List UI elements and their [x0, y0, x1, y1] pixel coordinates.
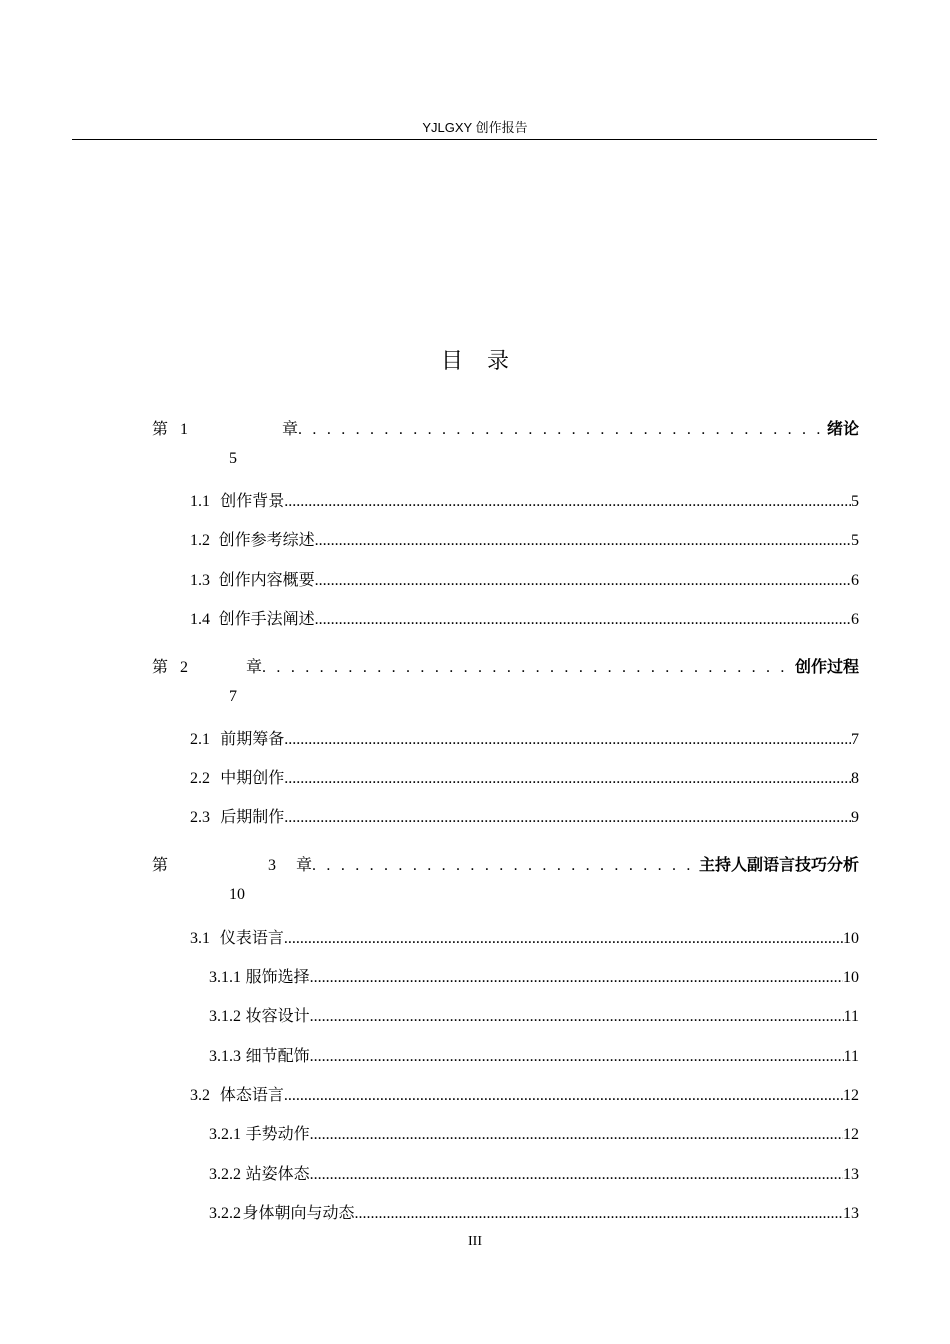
- section-number: 1.2: [190, 532, 210, 549]
- section-title: 体态语言: [219, 1085, 284, 1104]
- dot-leader: [310, 969, 843, 987]
- toc-entry[interactable]: [209, 1003, 859, 1025]
- section-title: 仪表语言: [219, 928, 284, 947]
- chapter-page-number: 10: [229, 886, 245, 903]
- section-page-number: 6: [851, 611, 859, 628]
- toc-entry[interactable]: [190, 726, 859, 748]
- dot-leader: [310, 1048, 844, 1066]
- section-page-number: 12: [843, 1087, 859, 1104]
- toc-entry[interactable]: [190, 1082, 859, 1104]
- section-number: 1.4: [190, 611, 210, 628]
- dot-leader: [284, 809, 851, 827]
- chapter-page-number: 5: [229, 450, 237, 467]
- section-number: 2.3: [190, 809, 210, 826]
- section-page-number: 11: [843, 1008, 859, 1025]
- section-number: 3.2.2: [209, 1166, 241, 1183]
- dot-leader: [298, 421, 827, 439]
- toc-entry[interactable]: [209, 964, 859, 986]
- section-page-number: 10: [843, 969, 859, 986]
- toc-entry[interactable]: [209, 1161, 859, 1183]
- toc-entry[interactable]: [209, 1200, 859, 1222]
- toc-title: 目录: [440, 348, 533, 373]
- section-title: 妆容设计: [245, 1006, 310, 1025]
- section-title: 身体朝向与动态: [242, 1203, 355, 1222]
- toc-entry[interactable]: [209, 1121, 859, 1143]
- toc-chapter-3[interactable]: [152, 852, 859, 876]
- dot-leader: [284, 770, 851, 788]
- chapter-suffix: 章: [246, 657, 263, 676]
- chapter-title: 创作过程: [794, 657, 859, 676]
- section-number: 3.2.2: [209, 1205, 241, 1222]
- chapter-page-number: 7: [229, 688, 237, 705]
- dot-leader: [315, 532, 851, 550]
- section-title: 创作参考综述: [218, 530, 315, 549]
- toc-entry[interactable]: [190, 804, 859, 826]
- toc-chapter-2[interactable]: [152, 654, 859, 678]
- section-page-number: 5: [851, 493, 859, 510]
- section-number: 2.1: [190, 731, 210, 748]
- chapter-title: 绪论: [826, 419, 859, 438]
- section-number: 3.1: [190, 930, 210, 947]
- dot-leader: [315, 572, 851, 590]
- chapter-title: 主持人副语言技巧分析: [698, 855, 859, 874]
- dot-leader: [284, 731, 851, 749]
- dot-leader: [262, 659, 795, 677]
- chapter-prefix: 第: [152, 419, 169, 438]
- section-title: 服饰选择: [245, 967, 310, 986]
- dot-leader: [310, 1126, 843, 1144]
- section-title: 手势动作: [245, 1124, 310, 1143]
- section-title: 中期创作: [220, 768, 285, 787]
- dot-leader: [315, 611, 851, 629]
- section-title: 创作内容概要: [218, 570, 315, 589]
- toc-entry[interactable]: [190, 606, 859, 628]
- toc-entry[interactable]: [190, 925, 859, 947]
- section-title: 站姿体态: [245, 1164, 310, 1183]
- section-title: 创作手法阐述: [218, 609, 315, 628]
- section-title: 前期筹备: [220, 729, 285, 748]
- toc-entry[interactable]: [190, 567, 859, 589]
- chapter-prefix: 第: [152, 657, 169, 676]
- section-page-number: 7: [851, 731, 859, 748]
- header-rule: [72, 139, 877, 140]
- dot-leader: [310, 1008, 844, 1026]
- dot-leader: [355, 1205, 844, 1223]
- chapter-prefix: 第: [152, 855, 169, 874]
- page-footer-number: III: [468, 1234, 482, 1249]
- toc-entry[interactable]: [190, 488, 859, 510]
- section-title: 后期制作: [220, 807, 285, 826]
- section-page-number: 10: [843, 930, 859, 947]
- section-number: 3.2.1: [209, 1126, 241, 1143]
- section-page-number: 11: [843, 1048, 859, 1065]
- section-number: 3.1.2: [209, 1008, 241, 1025]
- section-page-number: 9: [851, 809, 859, 826]
- section-page-number: 8: [851, 770, 859, 787]
- page-header: YJLGXY 创作报告: [422, 120, 528, 135]
- section-title: 创作背景: [220, 491, 285, 510]
- section-page-number: 6: [851, 572, 859, 589]
- section-page-number: 5: [851, 532, 859, 549]
- section-number: 1.3: [190, 572, 210, 589]
- section-page-number: 13: [843, 1205, 859, 1222]
- dot-leader: [312, 857, 699, 875]
- section-number: 3.1.1: [209, 969, 241, 986]
- dot-leader: [284, 493, 851, 511]
- dot-leader: [310, 1166, 843, 1184]
- section-number: 2.2: [190, 770, 210, 787]
- toc-entry[interactable]: [209, 1043, 859, 1065]
- section-number: 1.1: [190, 493, 210, 510]
- chapter-number: 3: [268, 857, 277, 874]
- section-title: 细节配饰: [245, 1046, 310, 1065]
- dot-leader: [284, 1087, 843, 1105]
- section-number: 3.1.3: [209, 1048, 241, 1065]
- toc-entry[interactable]: [190, 527, 859, 549]
- chapter-suffix: 章: [282, 419, 299, 438]
- section-number: 3.2: [190, 1087, 210, 1104]
- section-page-number: 13: [843, 1166, 859, 1183]
- chapter-number: 2: [180, 659, 189, 676]
- toc-entry[interactable]: [190, 765, 859, 787]
- chapter-number: 1: [180, 421, 189, 438]
- toc-chapter-1[interactable]: [152, 416, 859, 440]
- chapter-suffix: 章: [296, 855, 313, 874]
- section-page-number: 12: [843, 1126, 859, 1143]
- dot-leader: [284, 930, 843, 948]
